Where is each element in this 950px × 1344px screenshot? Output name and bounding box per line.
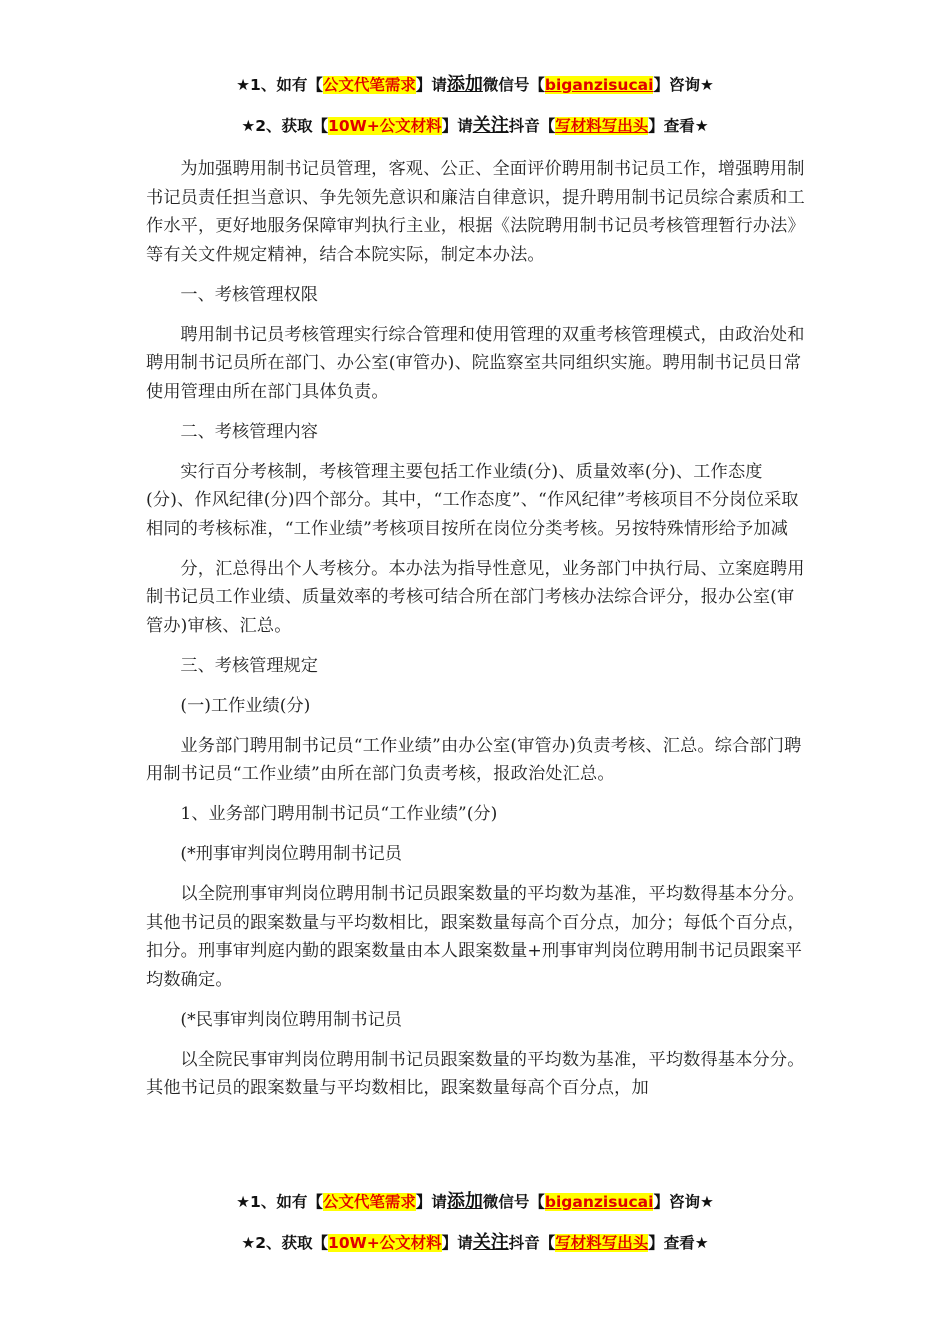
banner-prefix: ★2、获取【 (241, 117, 329, 135)
banner-text: 】请 (415, 1193, 447, 1211)
banner-prefix: ★2、获取【 (241, 1234, 329, 1252)
top-banner-line-1 (0, 70, 950, 96)
banner-text: 】请 (441, 117, 473, 135)
subheading-business-dept: 1、业务部门聘用制书记员“工作业绩”(分) (180, 804, 498, 824)
section-heading-3: 三、考核管理规定 (180, 655, 318, 676)
banner-suffix: 】查看★ (648, 117, 709, 135)
banner-suffix: 】咨询★ (653, 1193, 714, 1211)
bottom-banner-line-1 (0, 1187, 950, 1213)
banner-suffix: 】咨询★ (653, 76, 714, 94)
banner-emphasis: 关注 (472, 115, 509, 136)
banner-highlight-service: 公文代笔需求 (322, 1193, 416, 1211)
section-3-paragraph: 业务部门聘用制书记员“工作业绩”由办公室(审管办)负责考核、汇总。综合部门聘用制书记员“工作业绩”由所在部门负责考核，报政治处汇总。 (146, 735, 802, 784)
banner-emphasis: 添加 (446, 74, 483, 95)
banner-highlight-wechat: biganzisucai (544, 76, 654, 94)
bottom-banner-line-2 (0, 1228, 950, 1254)
section-2-paragraph-a: 实行百分考核制，考核管理主要包括工作业绩(分)、质量效率(分)、工作态度(分)、作风纪律(分)四个部分。其中，“工作态度”、“作风纪律”考核项目不分岗位采取相同的考核标准，“工作业绩”考核项目按所在岗位分类考核。另按特殊情形给予加减 (146, 461, 799, 539)
criminal-paragraph: 以全院刑事审判岗位聘用制书记员跟案数量的平均数为基准，平均数得基本分分。其他书记员的跟案数量与平均数相比，跟案数量每高个百分点，加分；每低个百分点，扣分。刑事审判庭内勤的跟案数量由本人跟案数量+刑事审判岗位聘用制书记员跟案平均数确定。 (146, 884, 805, 990)
banner-text: 抖音【 (508, 117, 556, 135)
document-body (146, 155, 808, 1114)
section-2-paragraph-b: 分，汇总得出个人考核分。本办法为指导性意见，业务部门中执行局、立案庭聘用制书记员工作业绩、质量效率的考核可结合所在部门考核办法综合评分，报办公室(审管办)审核、汇总。 (146, 558, 805, 636)
intro-paragraph: 为加强聘用制书记员管理，客观、公正、全面评价聘用制书记员工作，增强聘用制书记员责任担当意识、争先领先意识和廉洁自律意识，提升聘用制书记员综合素质和工作水平，更好地服务保障审判执行主业，根据《法院聘用制书记员考核管理暂行办法》等有关文件规定精神，结合本院实际，制定本办法。 (146, 159, 805, 265)
banner-emphasis: 添加 (446, 1191, 483, 1212)
banner-text: 微信号【 (482, 1193, 545, 1211)
banner-highlight-service: 公文代笔需求 (322, 76, 416, 94)
section-heading-1: 一、考核管理权限 (180, 284, 318, 305)
banner-highlight-douyin: 写材料写出头 (555, 1234, 649, 1252)
banner-text: 微信号【 (482, 76, 545, 94)
section-1-paragraph: 聘用制书记员考核管理实行综合管理和使用管理的双重考核管理模式，由政治处和聘用制书记员所在部门、办公室(审管办)、院监察室共同组织实施。聘用制书记员日常使用管理由所在部门具体负责。 (146, 324, 805, 402)
banner-prefix: ★1、如有【 (236, 1193, 323, 1211)
banner-text: 抖音【 (508, 1234, 556, 1252)
banner-suffix: 】查看★ (648, 1234, 709, 1252)
section-heading-2: 二、考核管理内容 (180, 421, 318, 442)
banner-highlight-materials: 10W+公文材料 (328, 117, 442, 135)
banner-emphasis: 关注 (472, 1232, 509, 1253)
subheading-civil: (*民事审判岗位聘用制书记员 (180, 1009, 402, 1030)
banner-text: 】请 (415, 76, 447, 94)
banner-text: 】请 (441, 1234, 473, 1252)
subheading-criminal: (*刑事审判岗位聘用制书记员 (180, 844, 402, 864)
subheading-work-performance: (一)工作业绩(分) (180, 695, 311, 716)
civil-paragraph: 以全院民事审判岗位聘用制书记员跟案数量的平均数为基准，平均数得基本分分。其他书记员的跟案数量与平均数相比，跟案数量每高个百分点，加 (146, 1049, 805, 1098)
banner-highlight-douyin: 写材料写出头 (555, 117, 649, 135)
top-banner-line-2 (0, 111, 950, 137)
banner-prefix: ★1、如有【 (236, 76, 323, 94)
banner-highlight-materials: 10W+公文材料 (328, 1234, 442, 1252)
banner-highlight-wechat: biganzisucai (544, 1193, 654, 1211)
